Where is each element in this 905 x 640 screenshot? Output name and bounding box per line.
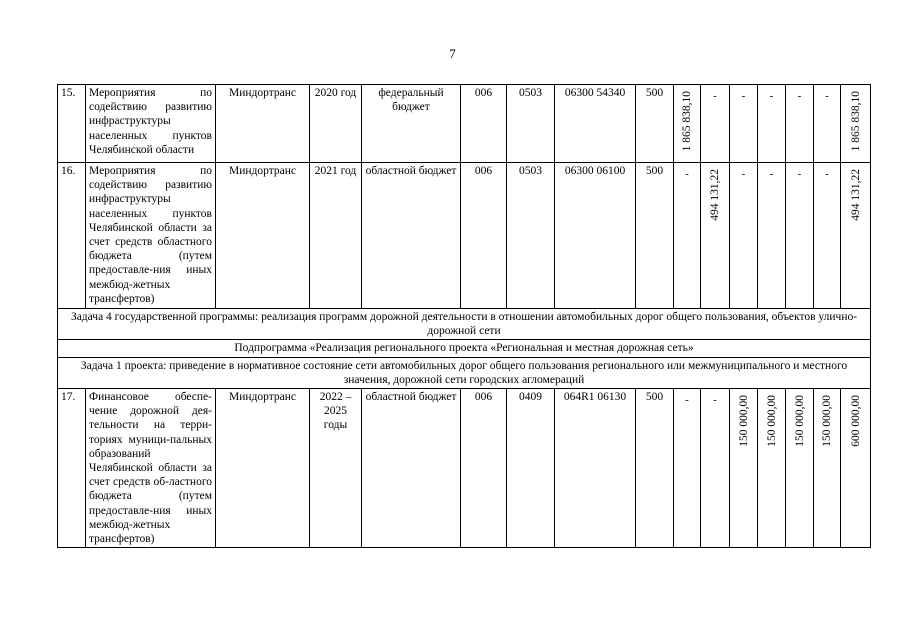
- section-code: 0503: [507, 85, 555, 163]
- amount-cell: -: [786, 85, 814, 163]
- amount-cell: -: [814, 85, 841, 163]
- target-article-code: 064R1 06130: [555, 389, 636, 548]
- section-code: 0503: [507, 163, 555, 309]
- grbs-code: 006: [461, 389, 507, 548]
- amount-cell: -: [814, 163, 841, 309]
- project-task-row: [58, 357, 871, 388]
- amount-cell: 494 131,22: [701, 163, 730, 309]
- table-row: [58, 163, 871, 309]
- funding-source: областной бюджет: [362, 389, 461, 548]
- event-name: Мероприятия по содействию развитию инфраструктуры населенных пунктов Челябинской области: [86, 85, 216, 163]
- task-row: [58, 309, 871, 340]
- period: 2020 год: [310, 85, 362, 163]
- amount-cell: 1 865 838,10: [674, 85, 701, 163]
- amount-cell: -: [786, 163, 814, 309]
- period: 2022 – 2025 годы: [310, 389, 362, 548]
- executor: Миндортранс: [216, 85, 310, 163]
- amount-cell: -: [758, 85, 786, 163]
- table-row: [58, 85, 871, 163]
- amount-cell: 150 000,00: [786, 389, 814, 548]
- table-row: [58, 389, 871, 548]
- amount-total-cell: 1 865 838,10: [841, 85, 871, 163]
- expense-type-code: 500: [636, 163, 674, 309]
- row-number: 16.: [58, 163, 86, 309]
- page-number: 7: [449, 46, 456, 61]
- funding-source: областной бюджет: [362, 163, 461, 309]
- amount-cell: 150 000,00: [758, 389, 786, 548]
- grbs-code: 006: [461, 163, 507, 309]
- amount-cell: 150 000,00: [814, 389, 841, 548]
- subprogram-row: [58, 340, 871, 357]
- grbs-code: 006: [461, 85, 507, 163]
- amount-cell: 150 000,00: [730, 389, 758, 548]
- target-article-code: 06300 06100: [555, 163, 636, 309]
- amount-total-cell: 600 000,00: [841, 389, 871, 548]
- funding-source: федеральный бюджет: [362, 85, 461, 163]
- amount-cell: -: [730, 163, 758, 309]
- expense-type-code: 500: [636, 85, 674, 163]
- executor: Миндортранс: [216, 163, 310, 309]
- subprogram-heading: Подпрограмма «Реализация регионального проекта «Региональная и местная дорожная сеть»: [58, 340, 871, 357]
- amount-cell: -: [730, 85, 758, 163]
- row-number: 17.: [58, 389, 86, 548]
- amount-cell: -: [758, 163, 786, 309]
- amount-total-cell: 494 131,22: [841, 163, 871, 309]
- amount-cell: -: [701, 389, 730, 548]
- section-code: 0409: [507, 389, 555, 548]
- target-article-code: 06300 54340: [555, 85, 636, 163]
- program-table: [57, 84, 871, 548]
- expense-type-code: 500: [636, 389, 674, 548]
- amount-cell: -: [701, 85, 730, 163]
- event-name: Финансовое обеспе-чение дорожной дея-тельности на терри-ториях муници-пальных образований Челябинской области за счет средств об-ластного бюджета (путем предоставле-ния иных межбюд-жетных трансфертов): [86, 389, 216, 548]
- period: 2021 год: [310, 163, 362, 309]
- executor: Миндортранс: [216, 389, 310, 548]
- amount-cell: -: [674, 389, 701, 548]
- amount-cell: -: [674, 163, 701, 309]
- row-number: 15.: [58, 85, 86, 163]
- project-task-heading: Задача 1 проекта: приведение в нормативное состояние сети автомобильных дорог общего пользования регионального или межмуниципального и местного значения, дорожной сети городских агломераций: [58, 357, 871, 388]
- program-task-heading: Задача 4 государственной программы: реализация программ дорожной деятельности в отношении автомобильных дорог общего пользования, объектов улично-дорожной сети: [58, 309, 871, 340]
- event-name: Мероприятия по содействию развитию инфраструктуры населенных пунктов Челябинской области за счет средств областного бюджета (путем предоставле-ния иных межбюд-жетных трансфертов): [86, 163, 216, 309]
